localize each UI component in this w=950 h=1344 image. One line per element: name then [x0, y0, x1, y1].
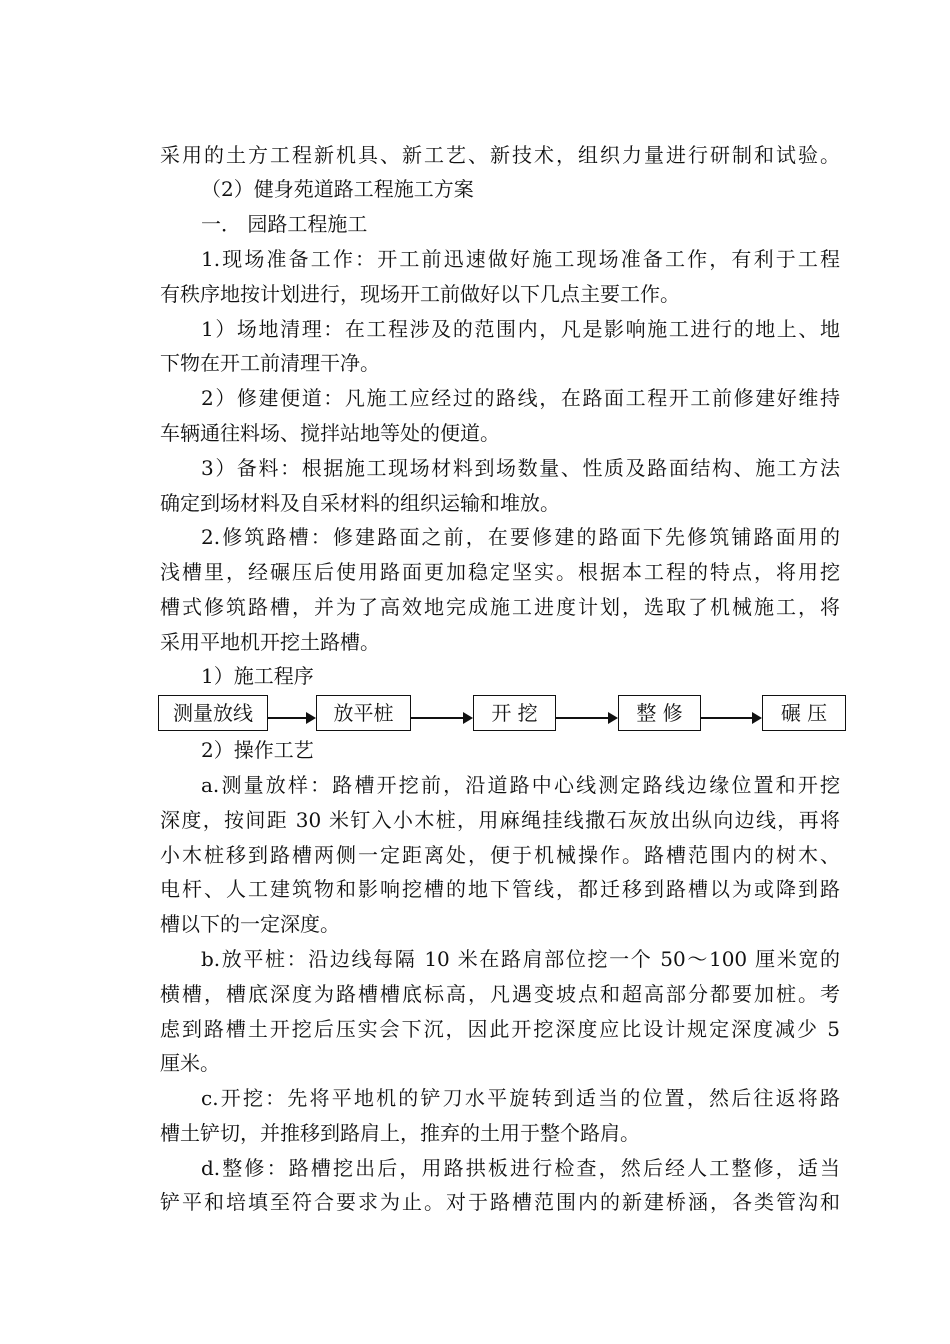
flow-step-excavate: 开 挖 — [473, 695, 556, 731]
text-line: 槽土铲切，并推移到路肩上，推弃的土用于整个路肩。 — [160, 1121, 640, 1145]
text-line: 采用平地机开挖土路槽。 — [160, 630, 380, 654]
text-line: 1）场地清理：在工程涉及的范围内，凡是影响施工进行的地上、地 — [201, 317, 840, 341]
text-line: 槽式修筑路槽，并为了高效地完成施工进度计划，选取了机械施工，将 — [160, 595, 840, 619]
text-line: 小木桩移到路槽两侧一定距离处，便于机械操作。路槽范围内的树木、 — [160, 843, 840, 867]
flow-step-measure: 测量放线 — [158, 695, 268, 731]
text-line: 有秩序地按计划进行，现场开工前做好以下几点主要工作。 — [160, 282, 680, 306]
flow-arrow — [556, 717, 616, 719]
flow-arrow — [268, 717, 314, 719]
text-line: 1.现场准备工作：开工前迅速做好施工现场准备工作，有利于工程 — [201, 247, 840, 271]
text-line: 电杆、人工建筑物和影响挖槽的地下管线，都迁移到路槽以为或降到路 — [160, 877, 840, 901]
text-line: c.开挖：先将平地机的铲刀水平旋转到适当的位置，然后往返将路 — [201, 1086, 840, 1110]
text-line: 厘米。 — [160, 1051, 220, 1075]
flow-step-level-stakes: 放平桩 — [316, 695, 411, 731]
text-line: b.放平桩：沿边线每隔 10 米在路肩部位挖一个 50～100 厘米宽的 — [201, 947, 840, 971]
text-line: 车辆通往料场、搅拌站地等处的便道。 — [160, 421, 500, 445]
text-line: a.测量放样：路槽开挖前，沿道路中心线测定路线边缘位置和开挖 — [201, 773, 840, 797]
text-line: 采用的土方工程新机具、新工艺、新技术，组织力量进行研制和试验。 — [160, 143, 840, 167]
flow-step-trim: 整 修 — [618, 695, 701, 731]
flow-arrow — [411, 717, 471, 719]
text-line: 槽以下的一定深度。 — [160, 912, 340, 936]
text-line: 横槽，槽底深度为路槽槽底标高，凡遇变坡点和超高部分都要加桩。考 — [160, 982, 840, 1006]
text-line: 深度，按间距 30 米钉入小木桩，用麻绳挂线撒石灰放出纵向边线，再将 — [160, 808, 840, 832]
text-line: 2.修筑路槽：修建路面之前，在要修建的路面下先修筑铺路面用的 — [201, 525, 840, 549]
text-line: d.整修：路槽挖出后，用路拱板进行检查，然后经人工整修，适当 — [201, 1156, 840, 1180]
flow-step-compact: 碾 压 — [762, 695, 846, 731]
section-heading: （2）健身苑道路工程施工方案 — [201, 177, 474, 201]
text-line: 确定到场材料及自采材料的组织运输和堆放。 — [160, 491, 560, 515]
text-line: 3）备料：根据施工现场材料到场数量、性质及路面结构、施工方法 — [201, 456, 840, 480]
flow-arrow — [701, 717, 760, 719]
text-line: 铲平和培填至符合要求为止。对于路槽范围内的新建桥涵，各类管沟和 — [160, 1190, 840, 1214]
text-line: 2）修建便道：凡施工应经过的路线，在路面工程开工前修建好维持 — [201, 386, 840, 410]
text-line: 1）施工程序 — [201, 664, 314, 688]
subsection-heading: 一． 园路工程施工 — [201, 212, 368, 236]
text-line: 浅槽里，经碾压后使用路面更加稳定坚实。根据本工程的特点，将用挖 — [160, 560, 840, 584]
text-line: 2）操作工艺 — [201, 738, 314, 762]
text-line: 下物在开工前清理干净。 — [160, 351, 380, 375]
text-line: 虑到路槽土开挖后压实会下沉，因此开挖深度应比设计规定深度减少 5 — [160, 1017, 840, 1041]
